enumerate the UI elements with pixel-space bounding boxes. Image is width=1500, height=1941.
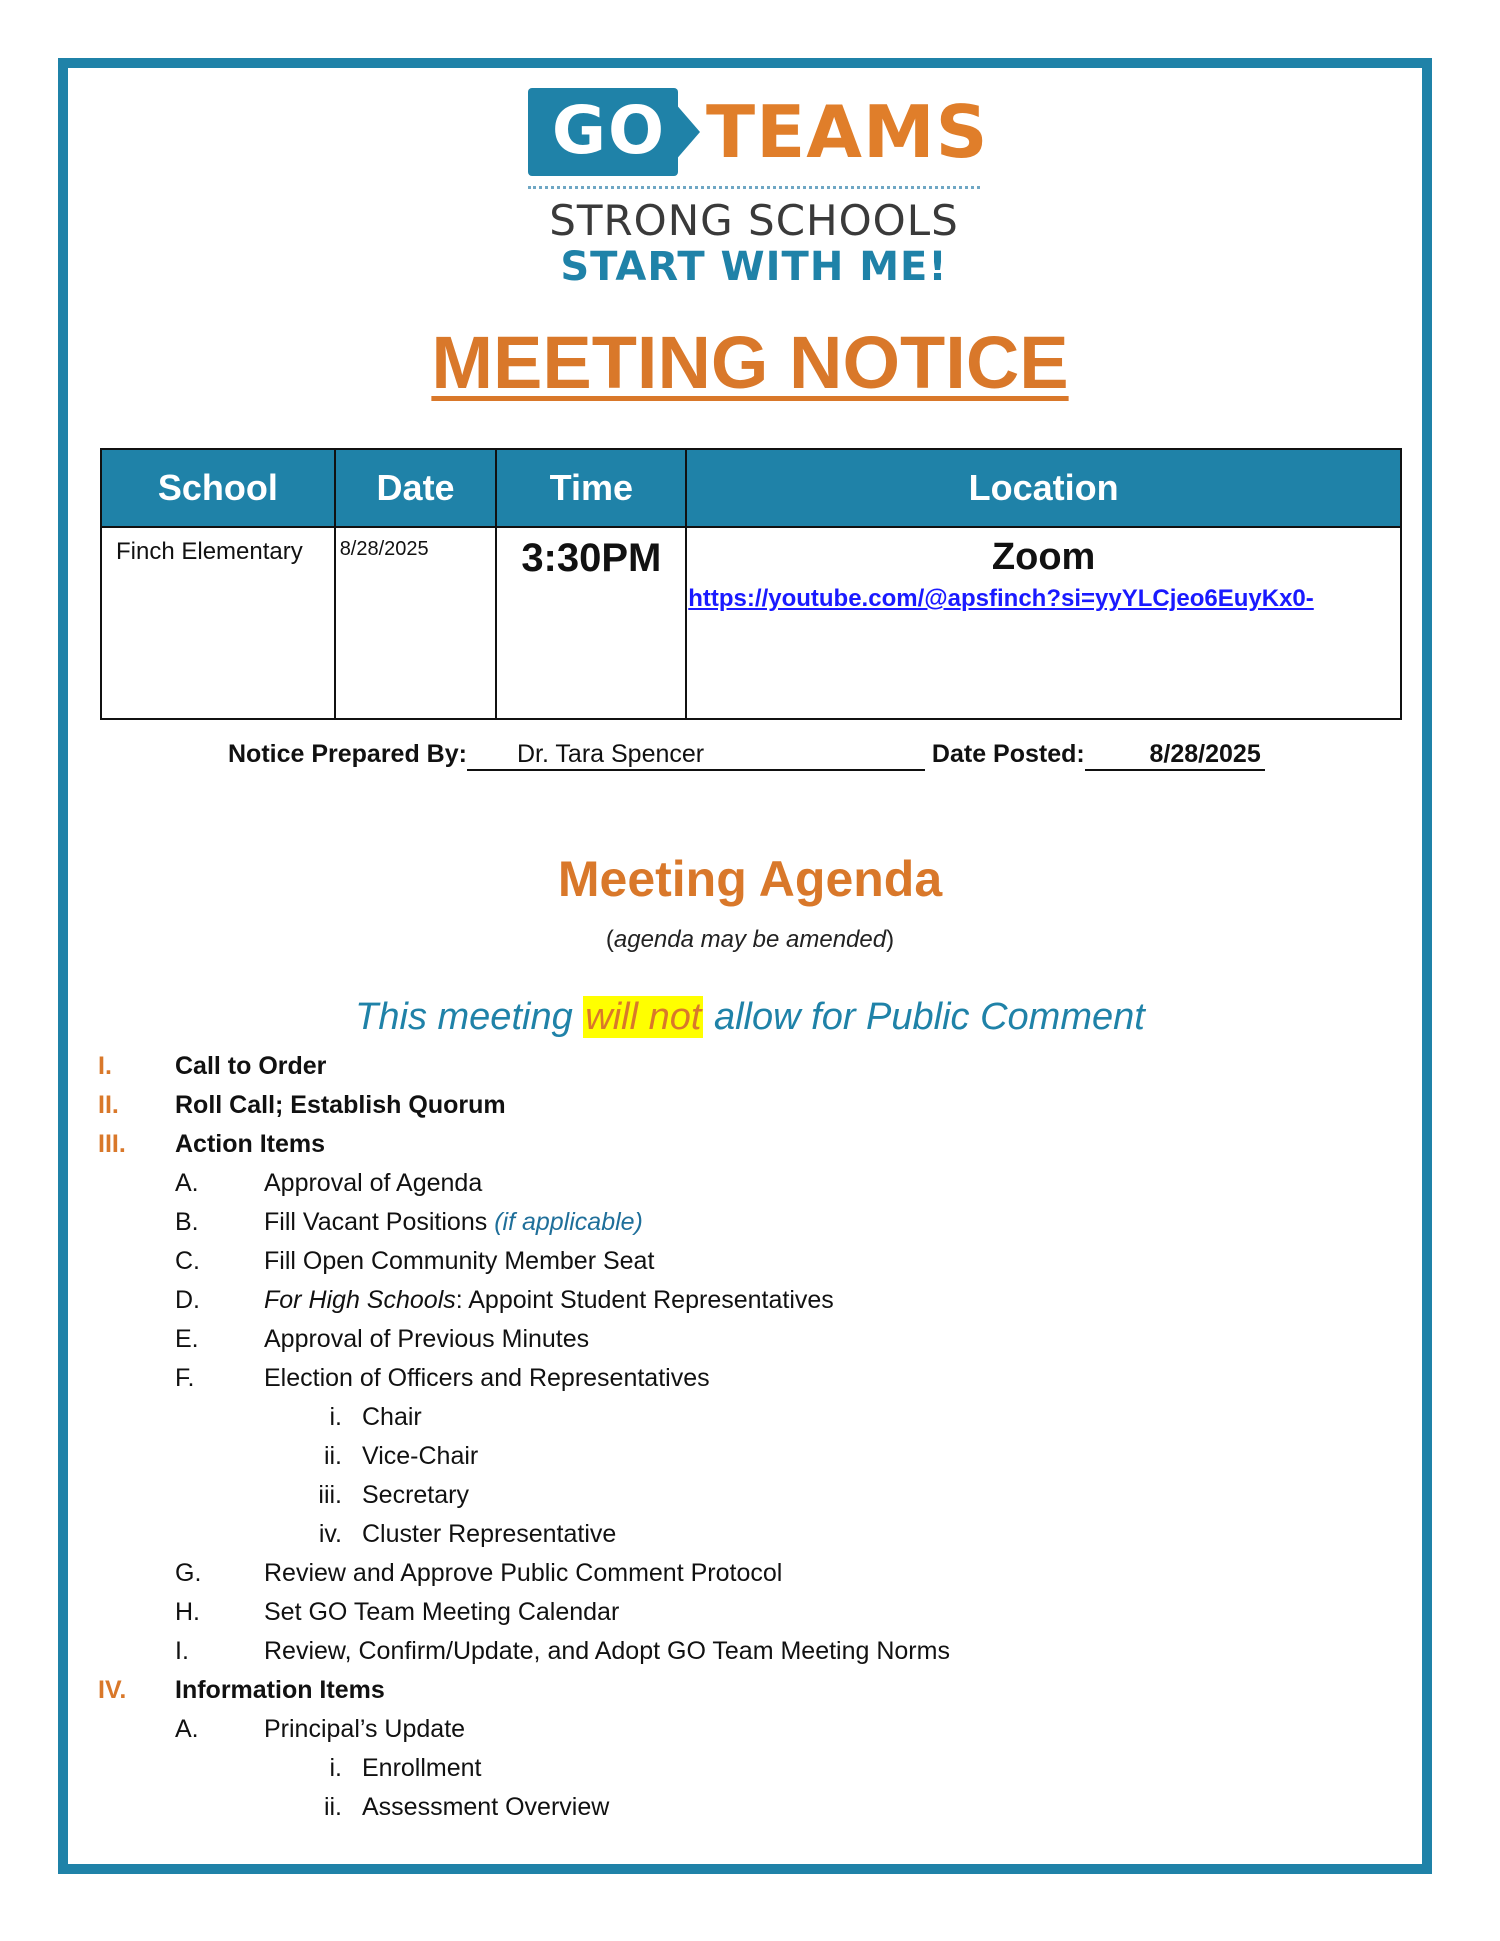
agenda-num: i. — [329, 1403, 342, 1431]
meeting-info-table — [100, 448, 1402, 720]
agenda-num: A. — [175, 1169, 199, 1197]
page-title: MEETING NOTICE — [431, 321, 1069, 404]
agenda-item: Information Items — [175, 1676, 385, 1704]
agenda-item: Election of Officers and Representatives — [264, 1364, 710, 1392]
agenda-num: A. — [175, 1715, 199, 1743]
agenda-num: G. — [175, 1559, 202, 1587]
agenda-num: i. — [329, 1754, 342, 1782]
logo-tagline-2: START WITH ME! — [560, 244, 948, 290]
posted-label: Date Posted: — [931, 740, 1085, 768]
header-location: Location — [686, 449, 1401, 527]
agenda-num: I. — [98, 1052, 112, 1080]
time-cell: 3:30PM — [496, 527, 686, 719]
public-comment-notice — [0, 996, 1500, 1039]
amend-text: agenda may be amended — [613, 926, 887, 953]
agenda-num: ii. — [323, 1793, 342, 1821]
school-cell: Finch Elementary — [101, 527, 335, 719]
agenda-item: Review and Approve Public Comment Protocol — [264, 1559, 783, 1587]
date-cell: 8/28/2025 — [335, 527, 497, 719]
logo-divider — [528, 186, 980, 189]
agenda-item: Action Items — [175, 1130, 326, 1158]
header-time: Time — [496, 449, 686, 527]
agenda-num: C. — [175, 1247, 200, 1275]
agenda-item: Cluster Representative — [362, 1520, 617, 1548]
agenda-item: Secretary — [362, 1481, 469, 1509]
prepared-by-value: Dr. Tara Spencer — [467, 740, 925, 771]
public-highlight: will not — [585, 996, 702, 1038]
agenda-amend-note: (agenda may be amended) — [605, 926, 895, 953]
agenda-num: E. — [175, 1325, 199, 1353]
public-text-before: This meeting — [355, 996, 584, 1038]
agenda-num: III. — [98, 1130, 126, 1158]
agenda-item: Chair — [362, 1403, 422, 1431]
header-school: School — [101, 449, 335, 527]
agenda-item-note: (if applicable) — [494, 1208, 643, 1236]
agenda-num: F. — [175, 1364, 195, 1392]
agenda-item: Enrollment — [362, 1754, 482, 1782]
agenda-num: II. — [98, 1091, 119, 1119]
header-date: Date — [335, 449, 497, 527]
logo-teams-text: TEAMS — [706, 90, 989, 174]
agenda-item: Fill Open Community Member Seat — [264, 1247, 655, 1275]
agenda-num: iii. — [318, 1481, 342, 1509]
agenda-item: Approval of Previous Minutes — [264, 1325, 590, 1353]
notice-prepared-line — [228, 740, 1265, 771]
public-text-after: allow for Public Comment — [703, 996, 1145, 1038]
agenda-num: D. — [175, 1286, 200, 1314]
posted-date-value: 8/28/2025 — [1085, 740, 1265, 771]
agenda-item: Call to Order — [175, 1052, 327, 1080]
agenda-item: Assessment Overview — [362, 1793, 610, 1821]
agenda-item: Principal’s Update — [264, 1715, 466, 1743]
agenda-item: Roll Call; Establish Quorum — [175, 1091, 506, 1119]
agenda-num: ii. — [323, 1442, 342, 1470]
agenda-item: Approval of Agenda — [264, 1169, 483, 1197]
location-cell — [686, 527, 1401, 719]
location-link[interactable]: https://youtube.com/@apsfinch?si=yyYLCjeo6EuyKx0- — [688, 585, 1314, 612]
agenda-item: Set GO Team Meeting Calendar — [264, 1598, 620, 1626]
goteams-logo — [528, 88, 989, 290]
location-name: Zoom — [991, 536, 1096, 578]
agenda-item: Vice-Chair — [362, 1442, 479, 1470]
agenda-num: B. — [175, 1208, 199, 1236]
agenda-item: Review, Confirm/Update, and Adopt GO Team Meeting Norms — [264, 1637, 950, 1665]
logo-go-text: GO — [551, 92, 667, 169]
agenda-title: Meeting Agenda — [557, 851, 943, 907]
agenda-item-prefix: For High Schools — [264, 1286, 456, 1314]
agenda-num: iv. — [318, 1520, 342, 1548]
agenda-num: IV. — [98, 1676, 127, 1704]
agenda-item: Fill Vacant Positions (if applicable) — [264, 1208, 643, 1236]
prepared-label: Notice Prepared By: — [228, 740, 467, 768]
agenda-num: H. — [175, 1598, 200, 1626]
agenda-item: For High Schools: Appoint Student Representatives — [264, 1286, 834, 1314]
logo-tagline-1: STRONG SCHOOLS — [549, 196, 959, 245]
agenda-num: I. — [175, 1637, 189, 1665]
